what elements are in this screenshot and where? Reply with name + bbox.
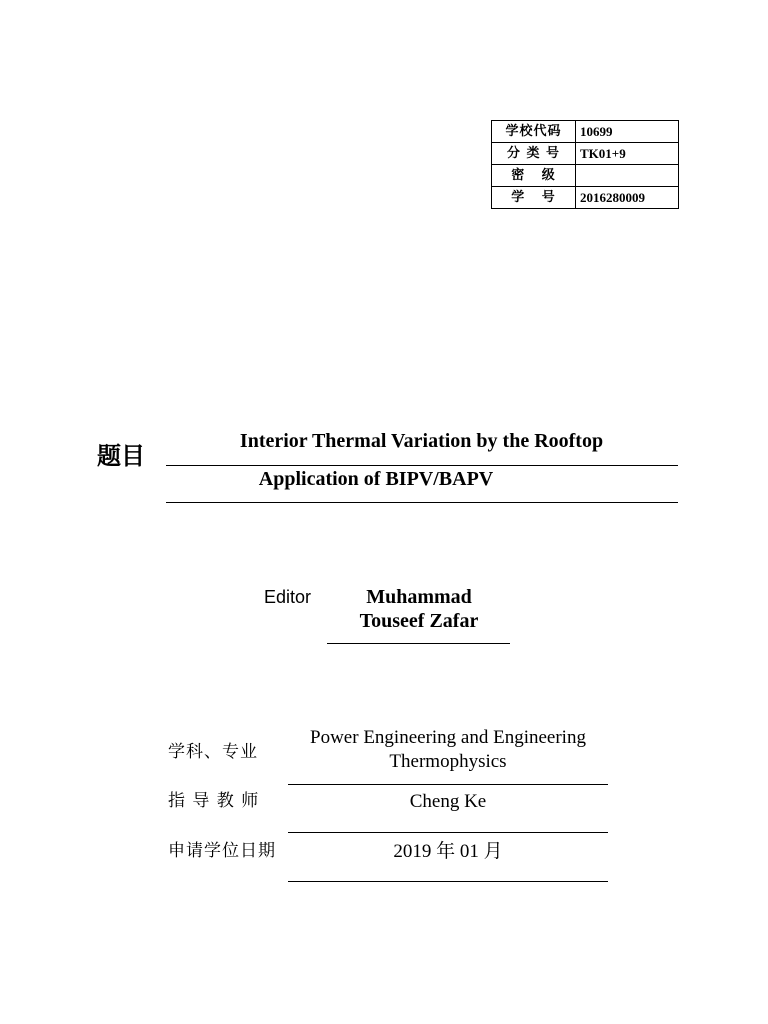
security-level-value	[576, 165, 679, 187]
editor-underline	[327, 643, 510, 644]
discipline-value	[288, 726, 608, 774]
title-underline-1	[166, 465, 678, 466]
table-row	[492, 165, 679, 187]
discipline-value-line1: Power Engineering and Engineering	[310, 727, 586, 748]
date-underline	[288, 881, 608, 882]
student-id-label: 学 号	[492, 187, 576, 209]
editor-name-line1: Muhammad	[366, 586, 472, 608]
editor-label: Editor	[264, 587, 312, 607]
title-underline-2	[166, 502, 678, 503]
supervisor-label: 指 导 教 师	[168, 791, 260, 811]
school-info-table	[491, 120, 679, 209]
discipline-value-line2: Thermophysics	[389, 751, 507, 772]
table-row	[492, 121, 679, 143]
classification-value: TK01+9	[576, 143, 679, 165]
discipline-underline	[288, 784, 608, 785]
table-row	[492, 143, 679, 165]
date-label: 申请学位日期	[168, 841, 276, 861]
school-code-value: 10699	[576, 121, 679, 143]
thesis-title-line2: Application of BIPV/BAPV	[258, 468, 494, 490]
student-id-value: 2016280009	[576, 187, 679, 209]
date-value: 2019 年 01 月	[393, 841, 503, 862]
title-label: 题目	[97, 442, 145, 470]
table-row	[492, 187, 679, 209]
discipline-label: 学科、专业	[168, 742, 258, 762]
supervisor-value: Cheng Ke	[409, 791, 487, 812]
thesis-title-line1: Interior Thermal Variation by the Rooftop	[239, 430, 604, 452]
classification-label: 分 类 号	[492, 143, 576, 165]
school-code-label: 学校代码	[492, 121, 576, 143]
editor-name	[330, 585, 508, 633]
security-level-label: 密 级	[492, 165, 576, 187]
supervisor-underline	[288, 832, 608, 833]
editor-name-line2: Touseef Zafar	[359, 610, 479, 632]
